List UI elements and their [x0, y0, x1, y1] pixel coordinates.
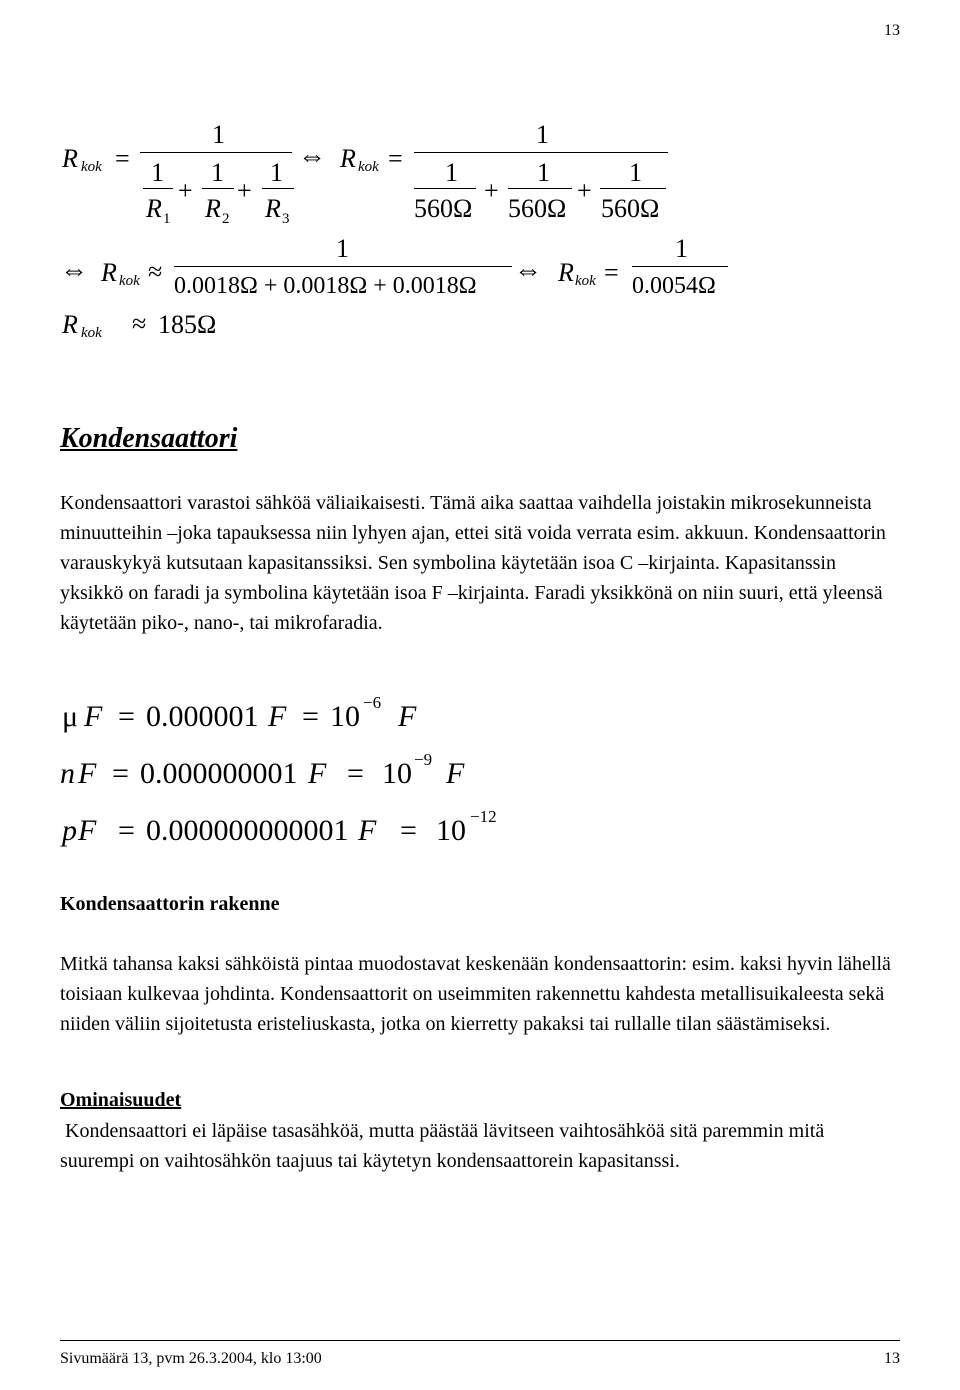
micro-prefix: μ	[62, 700, 79, 733]
eq4-denominator: 0.0054Ω	[632, 273, 716, 299]
eq4-lhs-sub: kok	[575, 273, 596, 289]
eq4-lhs-r: R	[558, 258, 574, 287]
eq1-den3-bar	[262, 188, 294, 189]
eq2-den3-bar	[600, 188, 666, 189]
micro-f3: F	[398, 700, 417, 733]
eq2-den1-bar	[414, 188, 476, 189]
eq3-iff-icon: ⇔	[60, 255, 88, 286]
page-number-top: 13	[884, 22, 900, 39]
micro-f2: F	[268, 700, 287, 733]
footer-rule	[60, 1340, 900, 1341]
eq1-den1-sub: 1	[163, 211, 171, 227]
intro-paragraph: Kondensaattori varastoi sähköä väliaikaisesti. Tämä aika saattaa vaihdella joistakin mikrosekunneista minuutteihin –joka tapauksessa niin lyhyen ajan, ettei sitä voida verrata esim. akkuun. Kondensaattorin varauskykyä kutsutaan kapasitanssiksi. Sen symbolina käytetään isoa C –kirjainta. Kapasitanssin yksikkö on faradi ja symbolina käytetään isoa F –kirjainta. Faradi yksikkönä on niin suuri, että yleensä käytetään piko-, nano-, tai mikrofaradia.	[60, 492, 886, 634]
pico-base: 10	[436, 814, 466, 847]
pico-decimal: 0.000000000001	[146, 814, 349, 847]
eq4-numerator: 1	[675, 234, 688, 263]
eq2-numerator: 1	[536, 120, 549, 149]
pico-exponent: −12	[470, 807, 497, 826]
eq2-den3-num: 1	[629, 158, 642, 187]
properties-heading: Ominaisuudet	[60, 1089, 182, 1111]
eq1-den3-r: R	[265, 194, 281, 223]
eq3-fraction-bar	[174, 266, 512, 267]
properties-paragraph: Kondensaattori ei läpäise tasasähköä, mutta päästää lävitseen vaihtosähköä sitä paremmin mitä suurempi on vaihtosähkön taajuus tai käytetyn kondensaattorein kapasitanssi.	[60, 1120, 830, 1172]
eq4-equals: =	[604, 258, 619, 287]
eq1-plus-2: +	[237, 176, 252, 205]
nano-f2: F	[308, 757, 327, 790]
eq1-den1-r: R	[146, 194, 162, 223]
eq2-den1-den: 560Ω	[414, 194, 473, 223]
pico-equals: =	[118, 814, 135, 847]
eq5-value: 185Ω	[158, 310, 217, 339]
footer-page-number: 13	[884, 1350, 900, 1367]
eq1-plus-1: +	[178, 176, 193, 205]
eq5-lhs-r: R	[62, 310, 78, 339]
eq1-lhs-sub: kok	[81, 159, 102, 175]
footer-left: Sivumäärä 13, pvm 26.3.2004, klo 13:00	[60, 1350, 322, 1367]
micro-f: F	[84, 700, 103, 733]
eq4-fraction-bar	[632, 266, 728, 267]
eq2-den2-bar	[508, 188, 572, 189]
eq3-approx: ≈	[148, 257, 163, 286]
eq2-main-fraction-bar	[414, 152, 668, 153]
eq3-lhs-r: R	[101, 258, 117, 287]
eq2-lhs-sub: kok	[358, 159, 379, 175]
pico-f2: F	[358, 814, 377, 847]
eq3-numerator: 1	[336, 234, 349, 263]
eq1-den3-sub: 3	[282, 211, 290, 227]
eq2-equals: =	[388, 144, 403, 173]
nano-equals: =	[112, 757, 129, 790]
eq1-den2-num: 1	[211, 158, 224, 187]
pico-prefix: p	[62, 814, 77, 847]
eq1-den1-bar	[143, 188, 173, 189]
eq2-iff-icon: ⇔	[298, 141, 326, 172]
nano-f: F	[78, 757, 97, 790]
eq5-lhs-sub: kok	[81, 325, 102, 341]
nano-prefix: n	[60, 757, 75, 790]
nano-f3: F	[446, 757, 465, 790]
structure-heading: Kondensaattorin rakenne	[60, 893, 280, 915]
eq2-plus-1: +	[484, 176, 499, 205]
nano-exponent: −9	[414, 750, 433, 769]
eq2-den2-num: 1	[537, 158, 550, 187]
section-title: Kondensaattori	[60, 423, 238, 454]
structure-paragraph: Mitkä tahansa kaksi sähköistä pintaa muodostavat keskenään kondensaattorin: esim. kaksi hyvin lähellä toisiaan kulkevaa johdinta. Kondensaattorit on useimmiten rakennettu kahdesta metallisuikaleesta sekä niiden väliin sijoitetusta eristeliuskasta, jotka on kierretty pakaksi tai rullalle tilan säästämiseksi.	[60, 953, 891, 1035]
nano-base: 10	[382, 757, 412, 790]
eq2-den1-num: 1	[445, 158, 458, 187]
micro-base: 10	[330, 700, 360, 733]
pico-f: F	[78, 814, 97, 847]
nano-decimal: 0.000000001	[140, 757, 298, 790]
eq1-den3-num: 1	[270, 158, 283, 187]
micro-exponent: −6	[363, 693, 382, 712]
eq2-plus-2: +	[577, 176, 592, 205]
eq1-den1-num: 1	[151, 158, 164, 187]
eq1-main-fraction-bar	[140, 152, 292, 153]
micro-decimal: 0.000001	[146, 700, 259, 733]
eq2-lhs-r: R	[340, 144, 356, 173]
eq1-equals: =	[115, 144, 130, 173]
eq5-approx: ≈	[132, 309, 147, 338]
eq3-denominator: 0.0018Ω + 0.0018Ω + 0.0018Ω	[174, 273, 477, 299]
eq1-numerator: 1	[212, 120, 225, 149]
micro-equals-2: =	[302, 700, 319, 733]
eq3-lhs-sub: kok	[119, 273, 140, 289]
eq1-lhs-r: R	[62, 144, 78, 173]
nano-equals-2: =	[347, 757, 364, 790]
micro-equals: =	[118, 700, 135, 733]
eq1-den2-r: R	[205, 194, 221, 223]
eq2-den2-den: 560Ω	[508, 194, 567, 223]
eq4-iff-icon: ⇔	[514, 255, 542, 286]
pico-equals-2: =	[400, 814, 417, 847]
eq1-den2-bar	[202, 188, 234, 189]
eq2-den3-den: 560Ω	[601, 194, 660, 223]
eq1-den2-sub: 2	[222, 211, 230, 227]
